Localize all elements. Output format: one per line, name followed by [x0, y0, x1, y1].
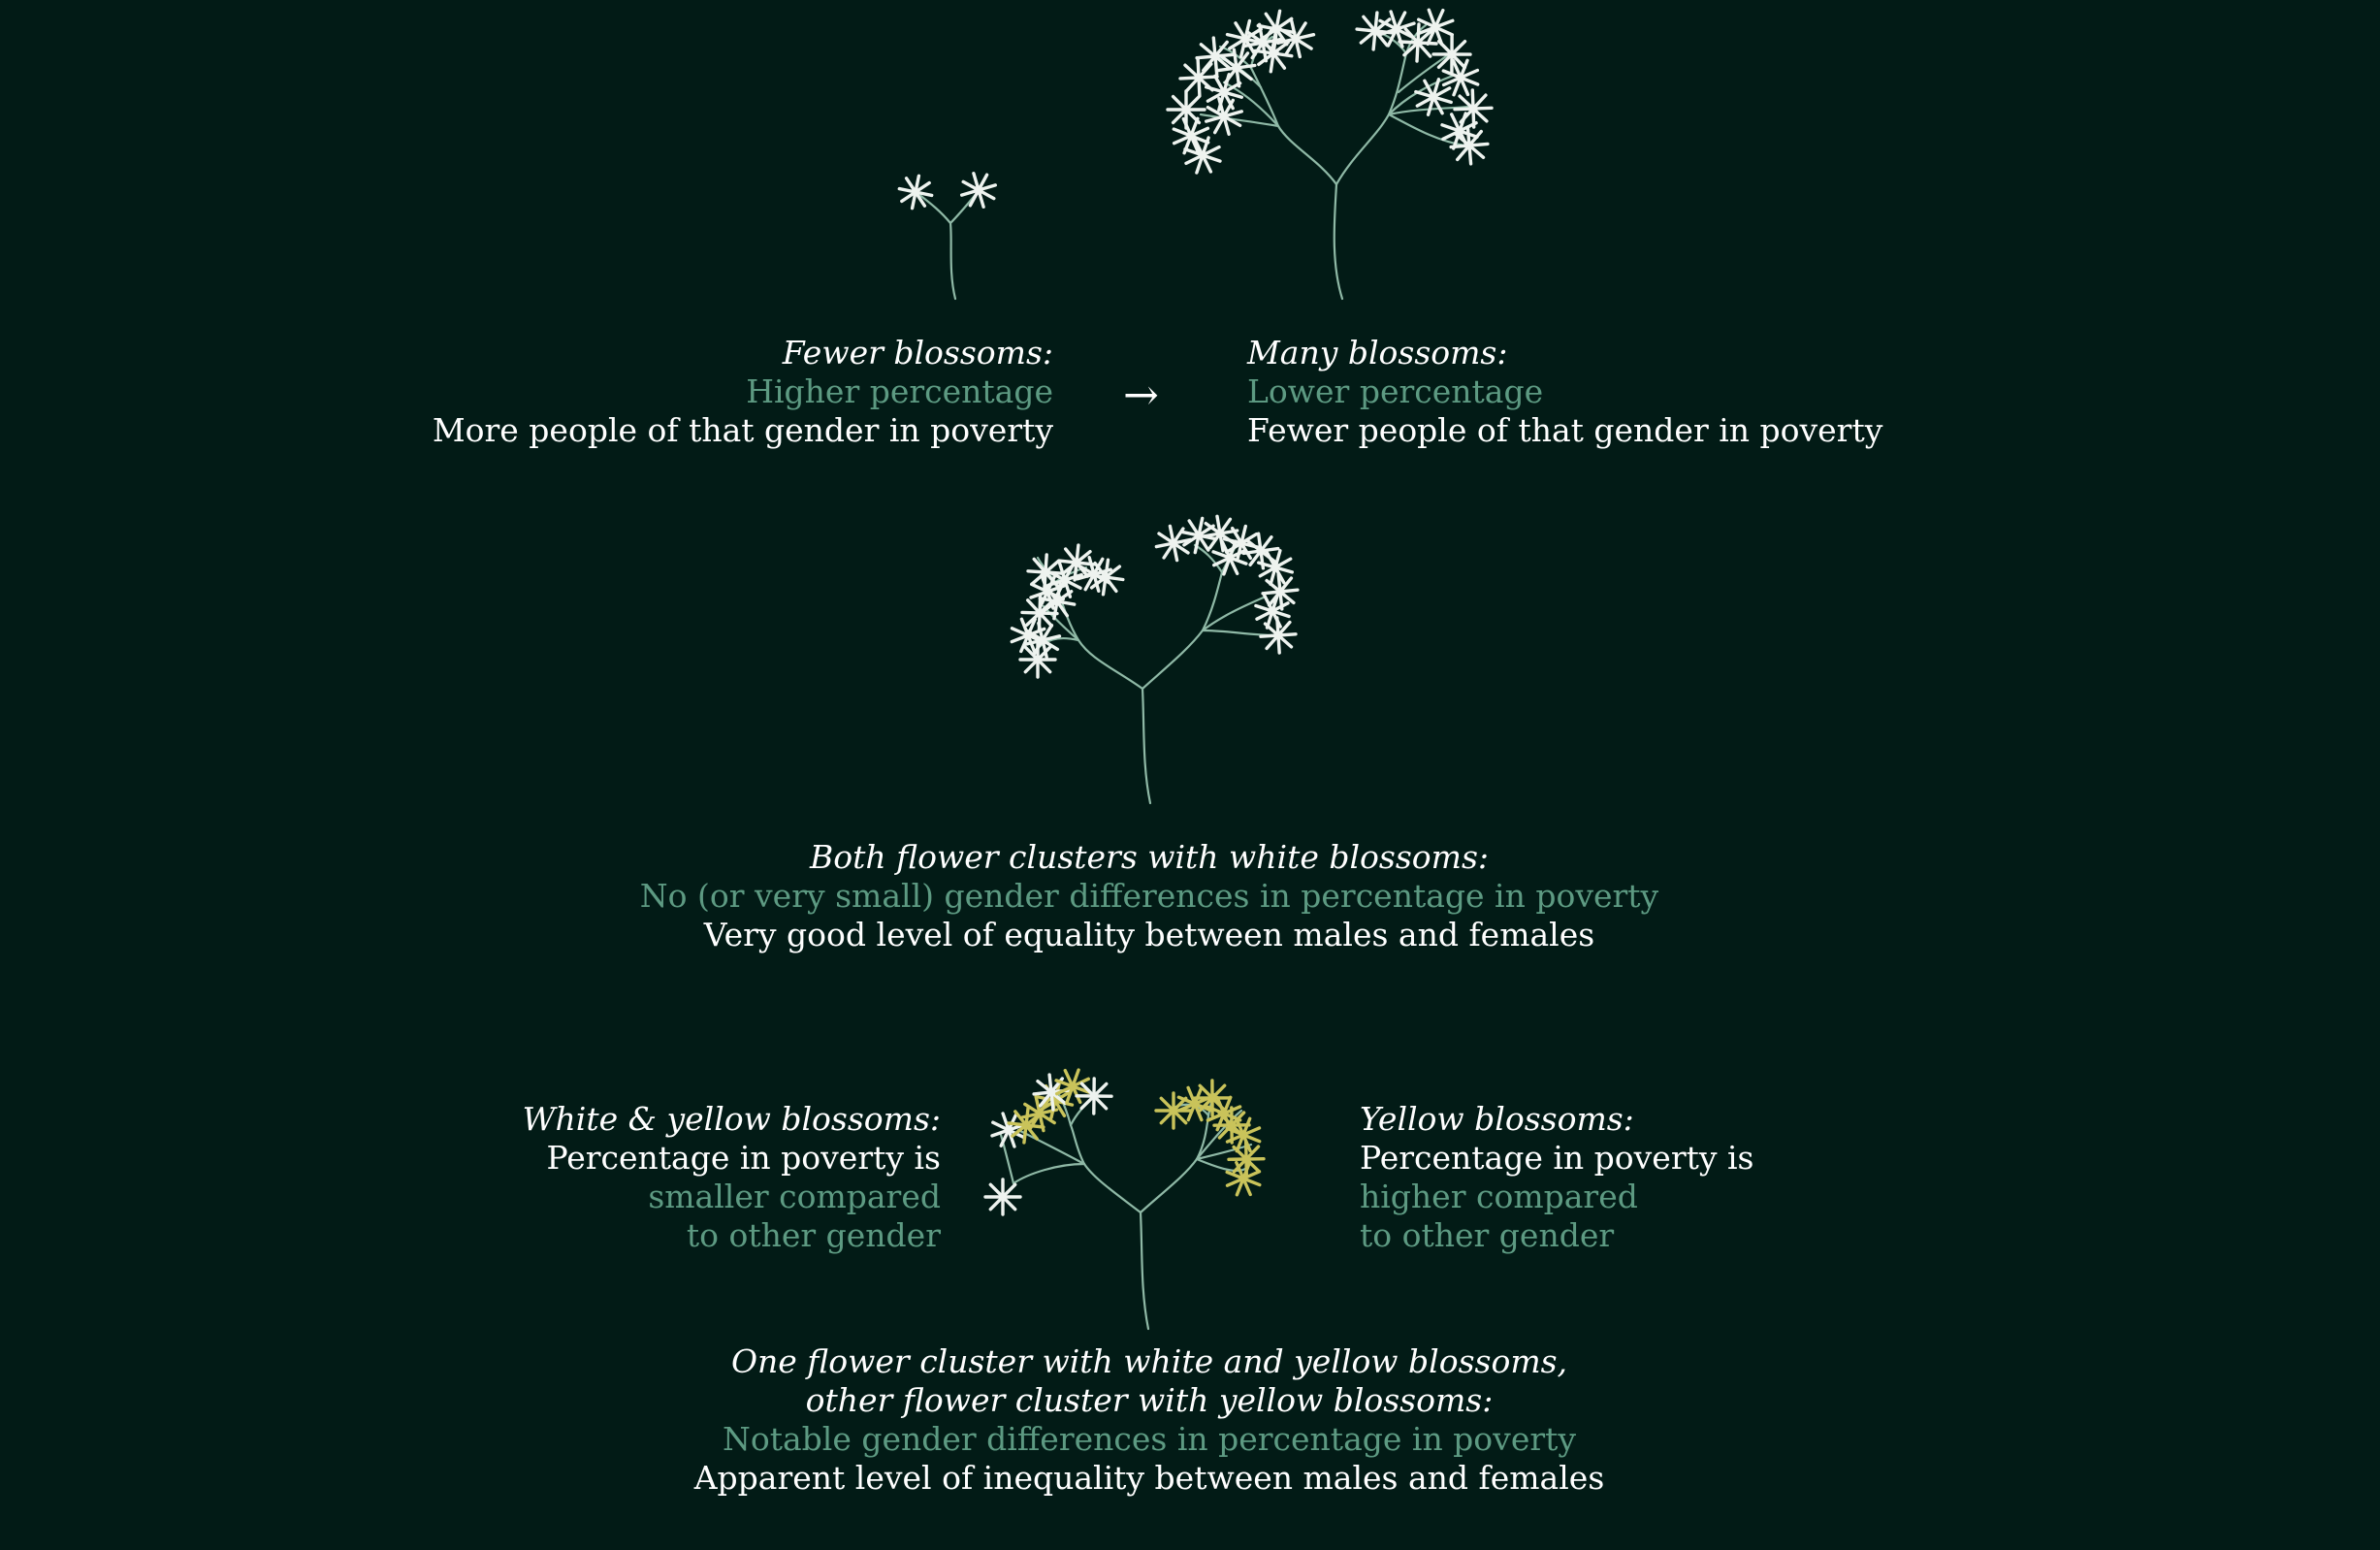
inequality-meaning: Notable gender differences in percentage in poverty [722, 1420, 1577, 1458]
equality-heading: Both flower clusters with white blossoms: [809, 838, 1490, 876]
white-yellow-line-3: to other gender [686, 1216, 941, 1254]
few-blossoms-legend [433, 334, 1053, 450]
white-yellow-line-1: Percentage in poverty is [546, 1139, 941, 1177]
many-blossoms-plant [1168, 10, 1492, 299]
few-blossoms-explanation: More people of that gender in poverty [432, 411, 1053, 449]
unequal-white-yellow-blossoms-plant [985, 1070, 1264, 1329]
blossom-icon [1174, 118, 1207, 152]
white-yellow-legend [523, 1100, 941, 1255]
blossom-icon [1261, 618, 1296, 653]
white-yellow-heading: White & yellow blossoms: [522, 1100, 941, 1138]
inequality-legend [0, 1342, 2299, 1498]
blossom-icon [985, 1179, 1020, 1214]
few-blossoms-meaning: Higher percentage [746, 372, 1053, 410]
inequality-explanation: Apparent level of inequality between males and females [693, 1459, 1605, 1497]
inequality-heading-1: One flower cluster with white and yellow blossoms, [730, 1342, 1568, 1380]
yellow-line-1: Percentage in poverty is [1360, 1139, 1754, 1177]
many-blossoms-legend [1247, 334, 1882, 450]
yellow-heading: Yellow blossoms: [1360, 1100, 1634, 1138]
blossom-icon [1180, 59, 1217, 96]
blossom-icon [1077, 1079, 1111, 1114]
blossom-icon [1451, 127, 1488, 164]
white-yellow-line-2: smaller compared [648, 1178, 941, 1215]
equality-legend [0, 838, 2299, 954]
inequality-heading-2: other flower cluster with yellow blossoms: [805, 1381, 1494, 1419]
yellow-line-2: higher compared [1360, 1178, 1638, 1215]
many-blossoms-heading: Many blossoms: [1247, 334, 1508, 371]
yellow-line-3: to other gender [1360, 1216, 1615, 1254]
equal-white-blossoms-plant [1012, 516, 1298, 803]
equality-meaning: No (or very small) gender differences in percentage in poverty [639, 877, 1659, 915]
few-blossoms-heading: Fewer blossoms: [782, 334, 1053, 371]
yellow-legend [1360, 1100, 1754, 1255]
few-blossoms-plant [899, 174, 995, 299]
blossom-icon [1185, 138, 1220, 173]
blossom-icon [1203, 516, 1237, 550]
many-blossoms-explanation: Fewer people of that gender in poverty [1247, 411, 1883, 449]
blossom-icon [1206, 75, 1242, 111]
blossom-icon [962, 174, 996, 208]
arrow-icon: → [1123, 371, 1159, 420]
blossom-icon [899, 176, 931, 208]
equality-explanation: Very good level of equality between males and females [703, 916, 1595, 953]
many-blossoms-meaning: Lower percentage [1247, 372, 1544, 410]
blossom-icon [1455, 90, 1492, 127]
